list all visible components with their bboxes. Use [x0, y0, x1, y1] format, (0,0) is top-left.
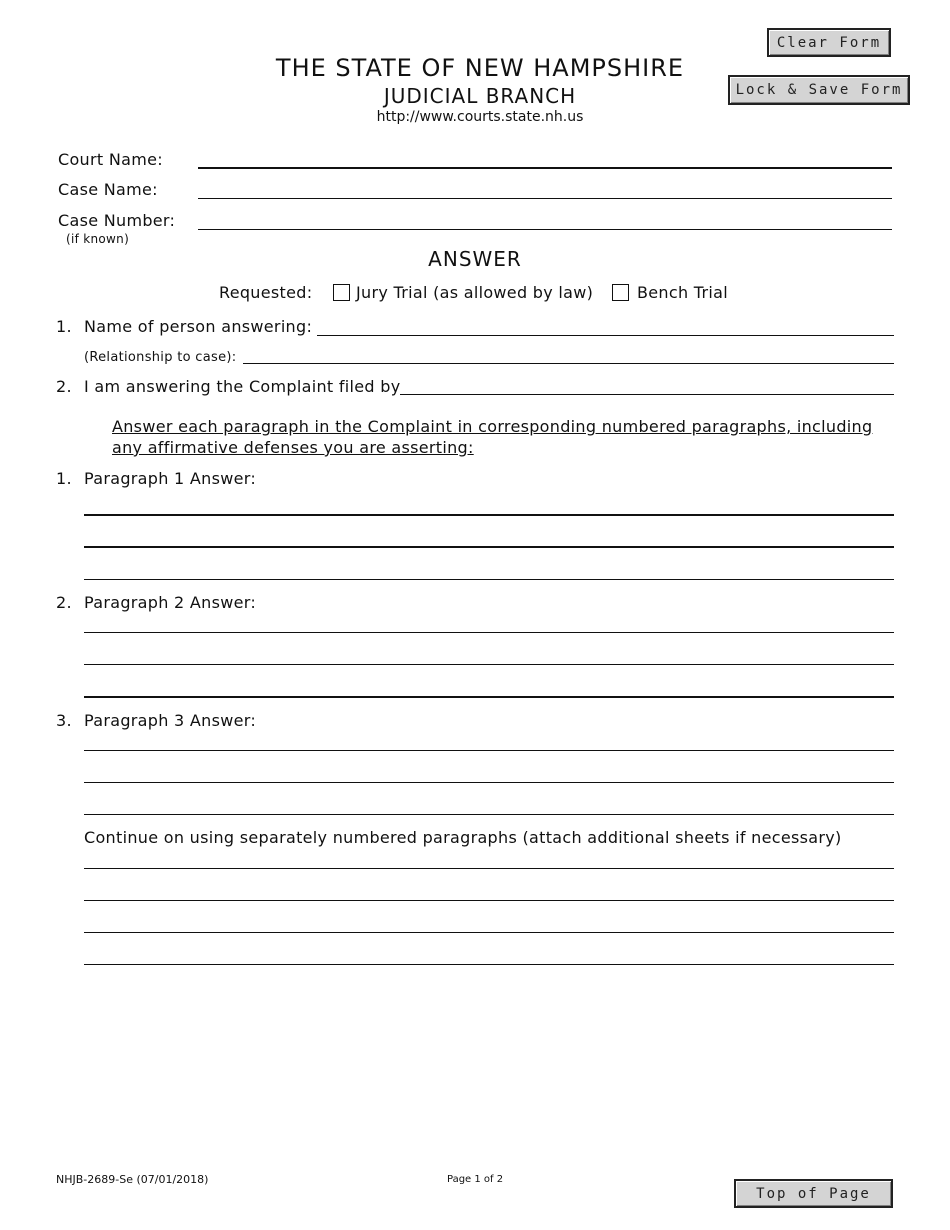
paragraph-3-line-2[interactable]: [84, 782, 894, 783]
paragraph-1-number: 1.: [56, 469, 72, 488]
instructions-line-2: any affirmative defenses you are asserting:: [112, 438, 474, 457]
page-number: Page 1 of 2: [447, 1174, 504, 1185]
relationship-field[interactable]: [243, 363, 894, 364]
bench-trial-label: Bench Trial: [637, 283, 728, 302]
relationship-label: (Relationship to case):: [84, 350, 237, 365]
continue-line-4[interactable]: [84, 964, 894, 965]
paragraph-1-line-2[interactable]: [84, 546, 894, 548]
lock-save-form-button[interactable]: Lock & Save Form: [728, 75, 910, 105]
paragraph-3-label: Paragraph 3 Answer:: [84, 711, 257, 730]
paragraph-2-line-3[interactable]: [84, 696, 894, 698]
requested-label: Requested:: [219, 283, 313, 302]
court-name-field[interactable]: [198, 167, 892, 169]
case-number-label: Case Number:: [58, 211, 176, 230]
complaint-filed-by-label: I am answering the Complaint filed by: [84, 377, 401, 396]
item-2-number: 2.: [56, 377, 72, 396]
paragraph-1-line-1[interactable]: [84, 514, 894, 516]
paragraph-2-line-2[interactable]: [84, 664, 894, 665]
case-name-field[interactable]: [198, 198, 892, 199]
form-title: ANSWER: [428, 247, 522, 271]
paragraph-3-line-3[interactable]: [84, 814, 894, 815]
case-name-label: Case Name:: [58, 180, 158, 199]
continue-line-2[interactable]: [84, 900, 894, 901]
form-id: NHJB-2689-Se (07/01/2018): [56, 1173, 209, 1186]
paragraph-2-label: Paragraph 2 Answer:: [84, 593, 257, 612]
branch-title: JUDICIAL BRANCH: [383, 84, 577, 108]
continue-line-1[interactable]: [84, 868, 894, 869]
paragraph-2-line-1[interactable]: [84, 632, 894, 633]
court-name-label: Court Name:: [58, 150, 163, 169]
person-answering-field[interactable]: [317, 335, 894, 336]
court-url: http://www.courts.state.nh.us: [376, 109, 584, 125]
item-1-number: 1.: [56, 317, 72, 336]
bench-trial-checkbox[interactable]: [612, 284, 629, 301]
instructions-line-1: Answer each paragraph in the Complaint in corresponding numbered paragraphs, including: [112, 417, 873, 436]
complaint-filed-by-field[interactable]: [400, 394, 894, 395]
paragraph-3-number: 3.: [56, 711, 72, 730]
continue-instructions: Continue on using separately numbered paragraphs (attach additional sheets if necessary): [84, 828, 842, 847]
clear-form-button[interactable]: Clear Form: [767, 28, 891, 57]
top-of-page-button[interactable]: Top of Page: [734, 1179, 893, 1208]
jury-trial-checkbox[interactable]: [333, 284, 350, 301]
state-title: THE STATE OF NEW HAMPSHIRE: [275, 54, 685, 82]
continue-line-3[interactable]: [84, 932, 894, 933]
paragraph-3-line-1[interactable]: [84, 750, 894, 751]
case-number-field[interactable]: [198, 229, 892, 230]
person-answering-label: Name of person answering:: [84, 317, 313, 336]
paragraph-2-number: 2.: [56, 593, 72, 612]
jury-trial-label: Jury Trial (as allowed by law): [356, 283, 594, 302]
paragraph-1-label: Paragraph 1 Answer:: [84, 469, 257, 488]
paragraph-1-line-3[interactable]: [84, 579, 894, 580]
if-known-note: (if known): [66, 232, 130, 246]
